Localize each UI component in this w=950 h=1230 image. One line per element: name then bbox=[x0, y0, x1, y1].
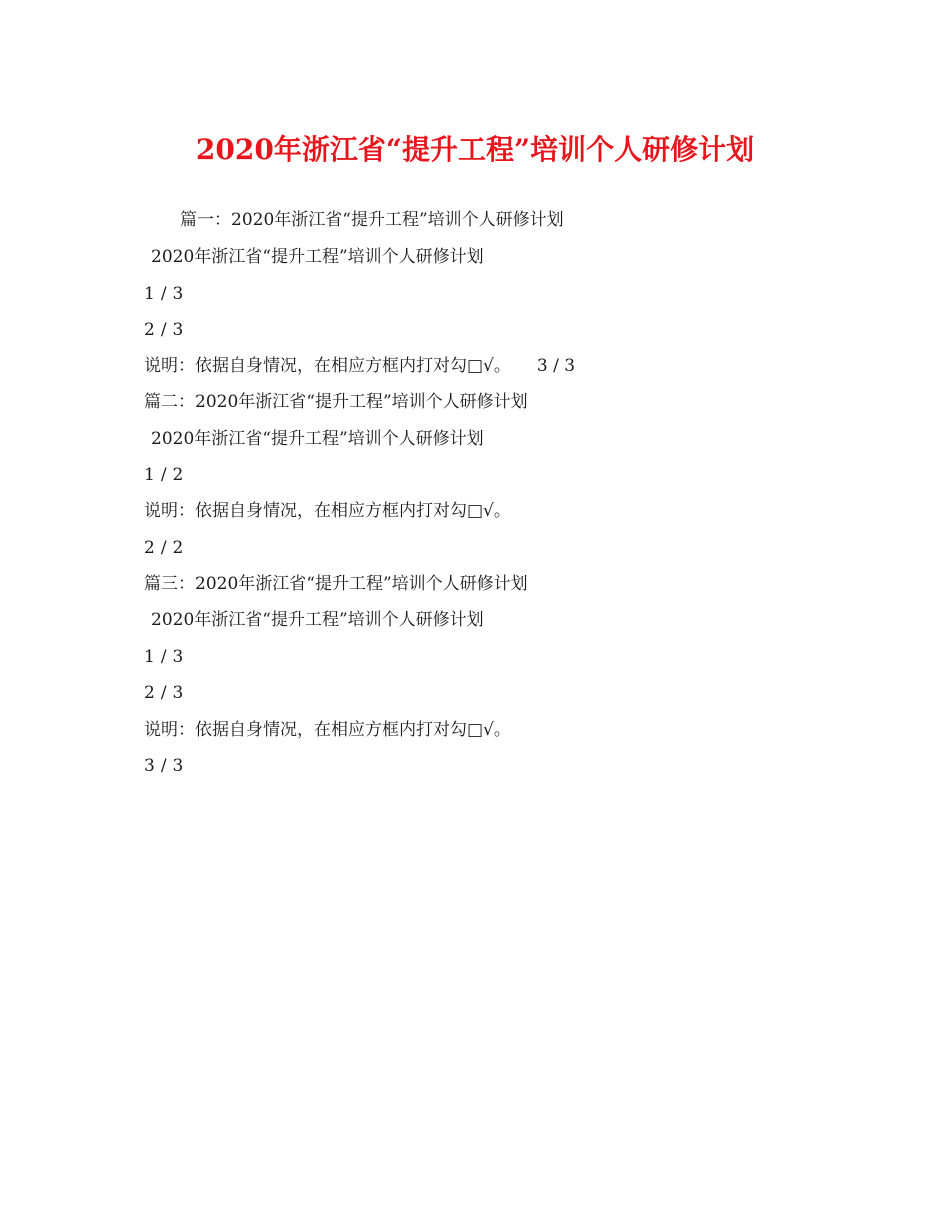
section-3-heading: 篇三：2020年浙江省“提升工程”培训个人研修计划 bbox=[144, 574, 528, 594]
section-1-page-2: 2 / 3 bbox=[144, 320, 184, 340]
section-1-note-row bbox=[144, 354, 575, 378]
section-1-page-3: 3 / 3 bbox=[536, 356, 576, 376]
section-2-heading: 篇二：2020年浙江省“提升工程”培训个人研修计划 bbox=[144, 392, 528, 412]
section-1-heading: 篇一：2020年浙江省“提升工程”培训个人研修计划 bbox=[180, 210, 564, 230]
section-3-page-1: 1 / 3 bbox=[144, 647, 184, 667]
section-3-page-2: 2 / 3 bbox=[144, 683, 184, 703]
section-1-subtitle: 2020年浙江省“提升工程”培训个人研修计划 bbox=[151, 247, 484, 267]
section-2-page-2: 2 / 2 bbox=[144, 538, 184, 558]
section-1-note: 说明：依据自身情况，在相应方框内打对勾□√。 bbox=[144, 356, 511, 376]
section-3-subtitle: 2020年浙江省“提升工程”培训个人研修计划 bbox=[151, 610, 484, 630]
section-3-note: 说明：依据自身情况，在相应方框内打对勾□√。 bbox=[144, 720, 511, 740]
section-1-page-1: 1 / 3 bbox=[144, 284, 184, 304]
document-title: 2020年浙江省“提升工程”培训个人研修计划 bbox=[195, 133, 755, 166]
section-2-note: 说明：依据自身情况，在相应方框内打对勾□√。 bbox=[144, 501, 511, 521]
section-2-subtitle: 2020年浙江省“提升工程”培训个人研修计划 bbox=[151, 429, 484, 449]
section-3-page-3: 3 / 3 bbox=[144, 756, 184, 776]
section-2-page-1: 1 / 2 bbox=[144, 465, 184, 485]
